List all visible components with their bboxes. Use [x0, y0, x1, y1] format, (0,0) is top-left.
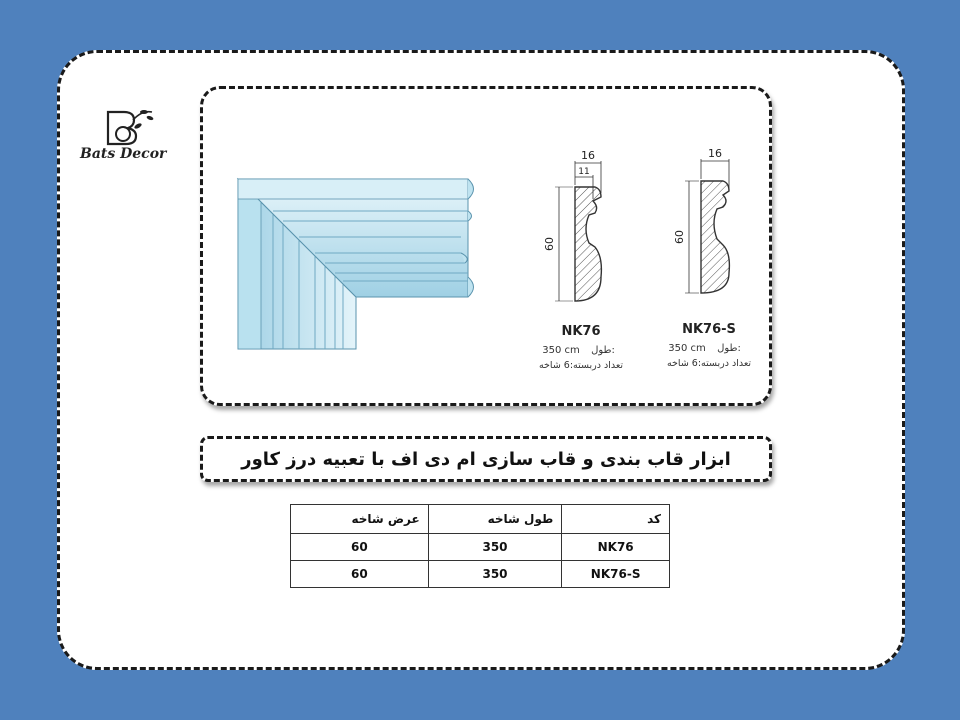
product-illustration [203, 89, 769, 403]
cell-length: 350 [428, 534, 562, 561]
cell-width: 60 [291, 561, 429, 588]
nk76-code: NK76 [561, 324, 601, 339]
nk76s-bundle: تعداد دربسته:6 شاخه [666, 358, 752, 369]
header-width: عرض شاخه [291, 505, 429, 534]
nk76s-code: NK76-S [682, 322, 736, 337]
nk76-width-inner: 11 [578, 167, 590, 177]
nk76s-height: 60 [673, 230, 686, 244]
nk76s-length: 350 cm [668, 343, 706, 354]
nk76s-length-label: طول: [717, 343, 741, 354]
nk76-length-label: طول: [591, 345, 615, 356]
nk76-width-top: 16 [581, 149, 595, 162]
nk76-height: 60 [543, 237, 556, 251]
cell-code: NK76 [562, 534, 670, 561]
header-length: طول شاخه [428, 505, 562, 534]
molding-corner-render [238, 179, 474, 349]
spec-table [290, 504, 670, 588]
table-header-row [291, 505, 670, 534]
cell-width: 60 [291, 534, 429, 561]
product-image-panel [200, 86, 772, 406]
brand-name: Bats Decor [80, 146, 167, 162]
cell-length: 350 [428, 561, 562, 588]
product-title-banner [200, 436, 772, 482]
nk76-length: 350 cm [542, 345, 580, 356]
profile-drawing-nk76 [539, 149, 623, 371]
table-row [291, 561, 670, 588]
product-title: ابزار قاب بندی و قاب سازی ام دی اف با تعبیه درز کاور [241, 448, 731, 470]
cell-code: NK76-S [562, 561, 670, 588]
profile-drawing-nk76-s [667, 147, 751, 369]
header-code: کد [562, 505, 670, 534]
nk76-bundle: تعداد دربسته:6 شاخه [538, 360, 624, 371]
table-row [291, 534, 670, 561]
nk76s-width-top: 16 [708, 147, 722, 160]
